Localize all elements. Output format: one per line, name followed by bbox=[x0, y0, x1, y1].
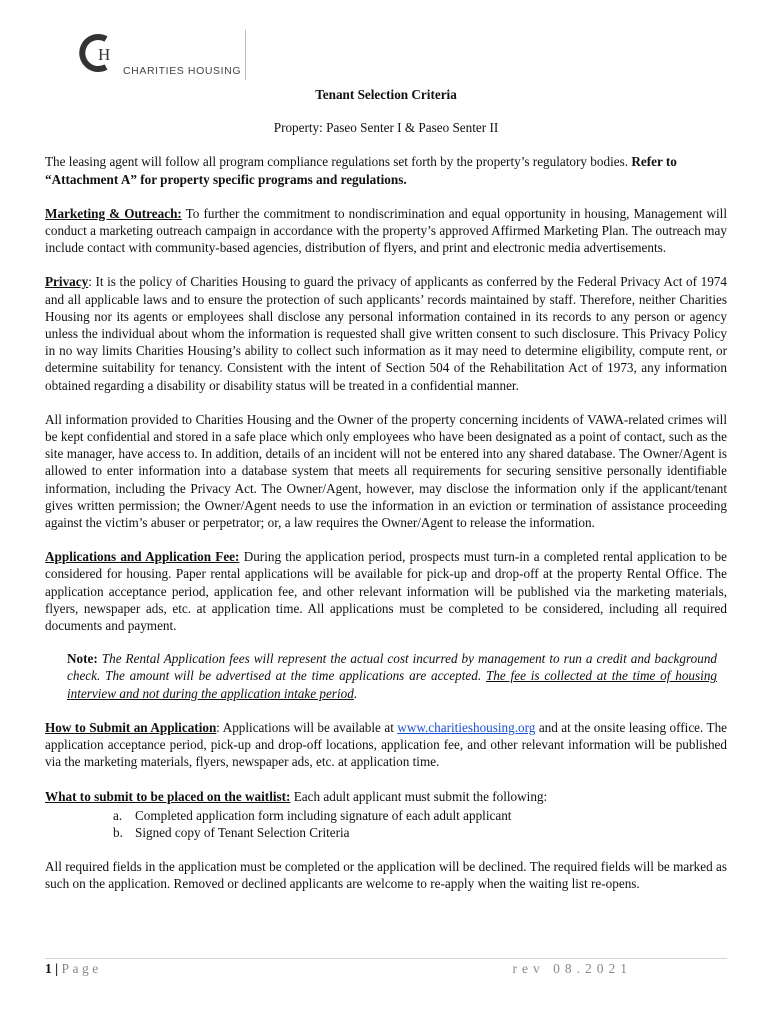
marketing-body: To further the commitment to nondiscrimination and equal opportunity in housing, Management will conduct a marketing outreach campaign in accordance with the property’s approved Affirmed Marketing Plan. The outreach may include contact with community-based agencies, distribution of flyers, and print and electronic media advertisements. bbox=[45, 205, 727, 256]
intro-bold-text: Refer to “Attachment A” for property specific programs and regulations. bbox=[45, 154, 677, 187]
note-label: Note: bbox=[67, 651, 98, 667]
list-item-text: Completed application form including signature of each adult applicant bbox=[135, 807, 512, 823]
list-marker: b. bbox=[113, 824, 123, 840]
revision-label: rev 08.2021 bbox=[512, 961, 632, 976]
applications-body: During the application period, prospects must turn-in a completed rental application to be considered for housing. Paper rental applications will be available for pick-up and drop-off at the property Rental Office. The application acceptance period, application fee, and other relevant information will be published via the marketing materials, flyers, newspaper ads, etc. at application time. All applications must be completed to be considered, including all required documents and payment. bbox=[45, 549, 728, 634]
charities-housing-website-link[interactable]: www.charitieshousing.org bbox=[397, 719, 536, 735]
applications-section bbox=[45, 548, 727, 634]
privacy-heading: Privacy bbox=[45, 274, 89, 290]
waitlist-section bbox=[45, 788, 727, 805]
note-italic-text: The Rental Application fees will represent the actual cost incurred by management to run a credit and background check. The amount will be advertised at the time applications are accepted. bbox=[67, 651, 718, 684]
footer-divider bbox=[45, 958, 633, 959]
waitlist-body: Each adult applicant must submit the following: bbox=[293, 788, 548, 804]
list-item-text: Signed copy of Tenant Selection Criteria bbox=[135, 824, 350, 840]
submit-heading: How to Submit an Application bbox=[45, 719, 217, 735]
fee-note bbox=[67, 650, 717, 702]
note-underlined-text: The fee is collected at the time of housing interview and not during the application intake period bbox=[67, 668, 718, 701]
property-line: Property: Paseo Senter I & Paseo Senter II bbox=[273, 120, 499, 136]
waitlist-list bbox=[45, 807, 727, 841]
vawa-section: All information provided to Charities Housing and the Owner of the property concerning incidents of VAWA-related crimes will be kept confidential and stored in a safe place which only employees who have been designated as a point of contact, such as the site manager, have access to. In addition, details of an incident will not be entered into any shared database. The Owner/Agent is allowed to enter information into a database system that meets all requirements for securing sensitive personally identifiable information, including the Privacy Act. The Owner/Agent, however, may disclose the information only if the applicant/tenant gives written permission; the Owner/Agent needs to use the information in an eviction or termination of assistance proceeding against the victim’s abuser or perpetrator; or, a law requires the Owner/Agent to release the information. bbox=[45, 411, 727, 531]
submit-post: and at the onsite leasing office. The application acceptance period, pick-up and drop-off locations, application fee, and other relevant information will be published via the marketing materials, flyers, newspaper ads, etc. at application time. bbox=[45, 719, 728, 770]
applications-heading: Applications and Application Fee: bbox=[45, 549, 240, 565]
submit-section bbox=[45, 719, 727, 771]
note-end: . bbox=[353, 685, 358, 701]
page-number: 1 | Page bbox=[45, 961, 102, 976]
required-fields-section: All required fields in the application must be completed or the application will be declined. The required fields will be marked as such on the application. Removed or declined applicants are welcome to re-apply when the waiting list re-opens. bbox=[45, 859, 727, 892]
document-title: Tenant Selection Criteria bbox=[315, 87, 457, 102]
list-item bbox=[113, 824, 727, 841]
svg-text:H: H bbox=[98, 45, 111, 64]
ch-monogram-icon bbox=[76, 30, 122, 76]
list-item bbox=[113, 807, 727, 824]
privacy-section bbox=[45, 273, 727, 393]
list-marker: a. bbox=[113, 807, 123, 823]
privacy-body: : It is the policy of Charities Housing to guard the privacy of applicants as conferred by the Federal Privacy Act of 1974 and all applicable laws and to ensure the protection of such applicants’ records maintained by staff. Therefore, neither Charities Housing nor its agents or employees shall disclose any personal information contained in its records to any person or agency unless the individual about whom the information is requested shall give written consent to such disclosure. This Privacy Policy in no way limits Charities Housing’s ability to collect such information as it may need to determine eligibility, compute rent, or determine suitability for tenancy. Consistent with the intent of Section 504 of the Rehabilitation Act of 1973, any information obtained regarding a disability or disability status will be treated in a confidential manner. bbox=[45, 274, 727, 393]
intro-paragraph bbox=[45, 153, 727, 187]
page-label: Page bbox=[61, 961, 102, 976]
footer-divider-right bbox=[633, 958, 727, 959]
marketing-section bbox=[45, 205, 727, 257]
document-body bbox=[45, 86, 727, 893]
charities-housing-logo bbox=[76, 30, 251, 82]
marketing-heading: Marketing & Outreach: bbox=[45, 205, 182, 221]
submit-pre: : Applications will be available at bbox=[216, 719, 394, 735]
logo-name: CHARITIES HOUSING bbox=[123, 65, 242, 77]
waitlist-heading: What to submit to be placed on the waitlist: bbox=[45, 788, 291, 804]
intro-text: The leasing agent will follow all program compliance regulations set forth by the property’s regulatory bodies. bbox=[45, 154, 629, 170]
logo-divider bbox=[245, 30, 246, 80]
